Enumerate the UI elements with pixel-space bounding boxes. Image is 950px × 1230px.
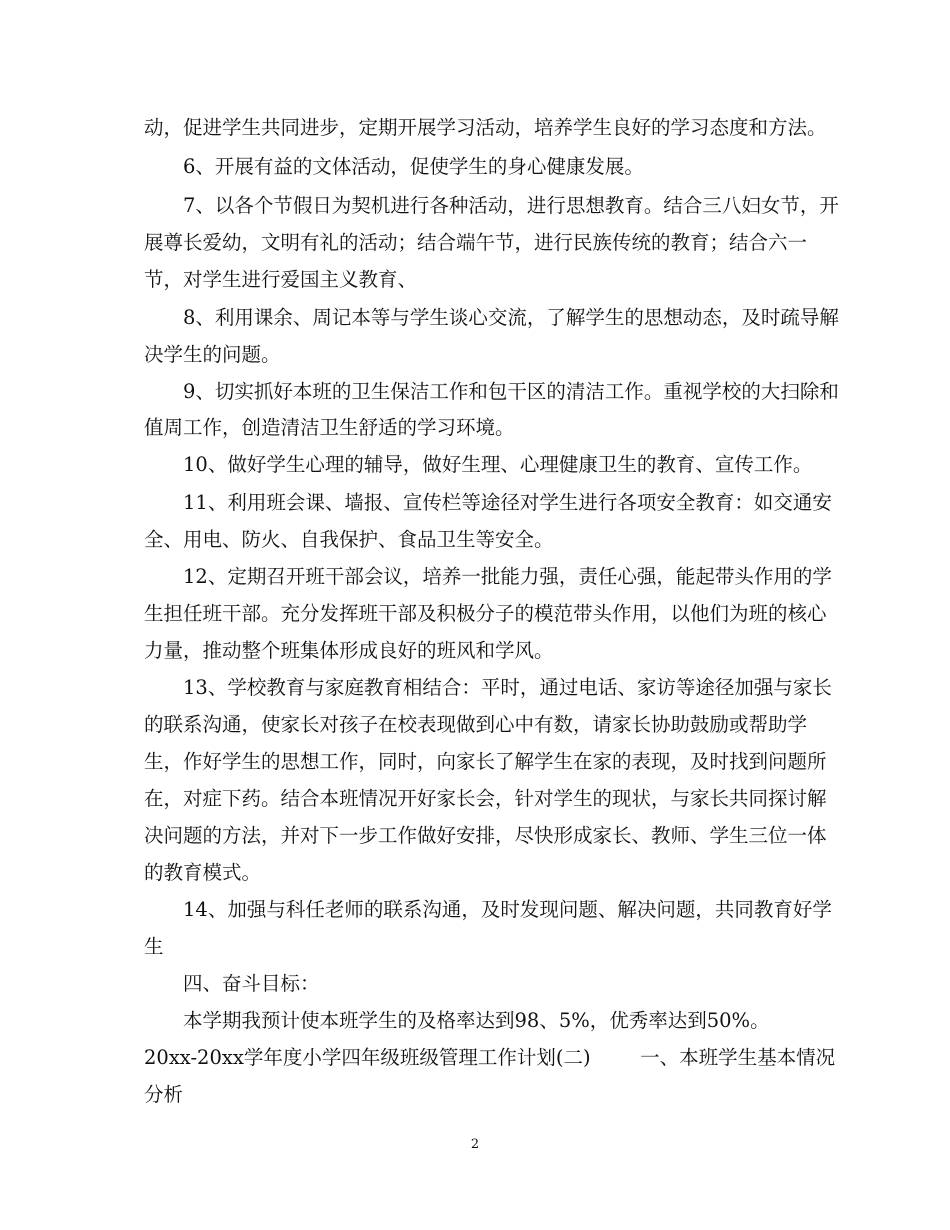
paragraph-line: 生 [144,935,164,958]
paragraph-line: 的教育模式。 [144,861,262,884]
paragraph-line: 决问题的方法，并对下一步工作做好安排，尽快形成家长、教师、学生三位一体 [144,824,827,847]
paragraph-line: 14、加强与科任老师的联系沟通，及时发现问题、解决问题，共同教育好学 [183,898,832,921]
page-number: 2 [470,1137,480,1152]
paragraph-line: 8、利用课余、周记本等与学生谈心交流，了解学生的思想动态，及时疏导解 [183,306,839,329]
paragraph-line: 力量，推动整个班集体形成良好的班风和学风。 [144,639,554,662]
section-heading: 四、奋斗目标： [183,972,320,995]
paragraph-line: 全、用电、防火、自我保护、食品卫生等安全。 [144,528,554,551]
paragraph-line: 12、定期召开班干部会议，培养一批能力强，责任心强，能起带头作用的学 [183,565,832,588]
paragraph-line: 9、切实抓好本班的卫生保洁工作和包干区的清洁工作。重视学校的大扫除和 [183,380,839,403]
document-title-line: 20xx-20xx学年度小学四年级班级管理工作计划(二) 一、本班学生基本情况 [144,1046,836,1069]
paragraph-line: 的联系沟通，使家长对孩子在校表现做到心中有数，请家长协助鼓励或帮助学 [144,713,808,736]
paragraph-line: 生担任班干部。充分发挥班干部及积极分子的模范带头作用，以他们为班的核心 [144,602,827,625]
paragraph-line: 动，促进学生共同进步，定期开展学习活动，培养学生良好的学习态度和方法。 [144,116,827,139]
paragraph-line: 6、开展有益的文体活动，促使学生的身心健康发展。 [183,155,644,178]
paragraph-line: 值周工作，创造清洁卫生舒适的学习环境。 [144,416,515,439]
paragraph-line: 决学生的问题。 [144,343,281,366]
paragraph-line: 节，对学生进行爱国主义教育、 [144,268,418,291]
paragraph-line: 7、以各个节假日为契机进行各种活动，进行思想教育。结合三八妇女节，开 [183,194,839,217]
paragraph-line: 本学期我预计使本班学生的及格率达到98、5%，优秀率达到50%。 [183,1009,770,1032]
paragraph-line: 10、做好学生心理的辅导，做好生理、心理健康卫生的教育、宣传工作。 [183,453,813,476]
paragraph-line: 展尊长爱幼，文明有礼的活动；结合端午节，进行民族传统的教育；结合六一 [144,231,808,254]
paragraph-line: 13、学校教育与家庭教育相结合：平时，通过电话、家访等途径加强与家长 [183,676,832,699]
paragraph-line: 在，对症下药。结合本班情况开好家长会，针对学生的现状，与家长共同探讨解 [144,787,827,810]
paragraph-line: 分析 [144,1083,184,1106]
paragraph-line: 11、利用班会课、墙报、宣传栏等途径对学生进行各项安全教育：如交通安 [183,491,832,514]
paragraph-line: 生，作好学生的思想工作，同时，向家长了解学生在家的表现，及时找到问题所 [144,750,827,773]
